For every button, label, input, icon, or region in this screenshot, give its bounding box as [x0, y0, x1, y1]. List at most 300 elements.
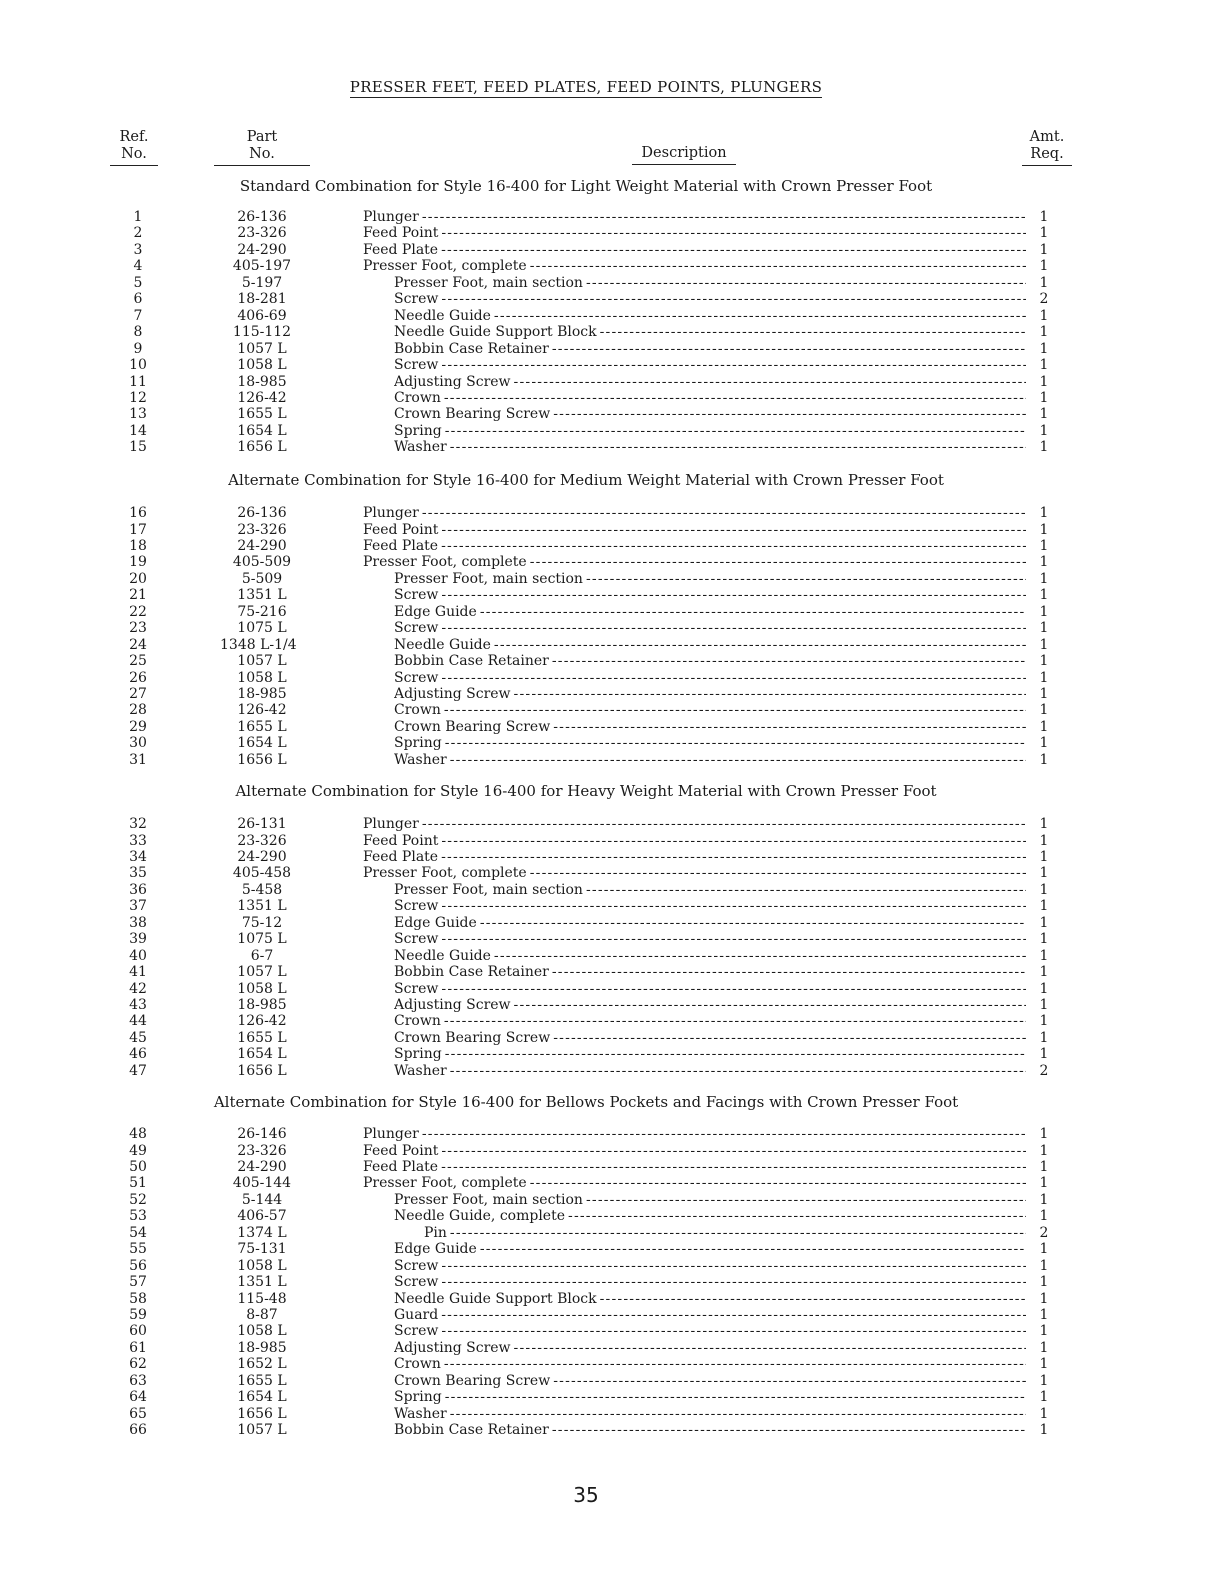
page-number: 35 — [573, 1483, 599, 1507]
part-number: 5-509 — [241, 570, 283, 587]
part-description-text: Edge Guide — [394, 603, 477, 620]
part-description-text: Pin — [424, 1224, 447, 1241]
parts-row — [0, 1406, 1225, 1422]
part-number: 24-290 — [237, 848, 287, 865]
section-title: Alternate Combination for Style 16-400 for Medium Weight Material with Crown Presser Foot — [228, 471, 944, 489]
part-description — [394, 719, 1026, 735]
part-description — [394, 1046, 1026, 1062]
part-number: 6-7 — [250, 947, 274, 964]
part-description-text: Screw — [394, 587, 439, 604]
part-description — [394, 1030, 1026, 1046]
part-description-text: Crown Bearing Screw — [394, 1029, 551, 1046]
part-description-text: Crown Bearing Screw — [394, 1372, 551, 1389]
parts-row — [0, 1389, 1225, 1405]
part-description — [363, 209, 1026, 225]
parts-row — [0, 390, 1225, 406]
part-number: 405-458 — [232, 865, 292, 882]
ref-number: 13 — [129, 406, 147, 423]
amount-required: 1 — [1039, 324, 1049, 341]
ref-number: 65 — [129, 1405, 147, 1422]
header-part-line1: Part — [246, 129, 278, 145]
part-description-text: Screw — [394, 669, 439, 686]
part-description-text: Needle Guide — [394, 947, 491, 964]
amount-required: 1 — [1039, 521, 1049, 538]
parts-row — [0, 571, 1225, 587]
part-number: 406-69 — [237, 307, 287, 324]
part-description — [363, 1143, 1026, 1159]
ref-number: 64 — [129, 1389, 147, 1406]
section-title: Alternate Combination for Style 16-400 for Bellows Pockets and Facings with Crown Presser Foot — [213, 1093, 959, 1111]
amount-required: 1 — [1039, 702, 1049, 719]
dot-leader — [552, 341, 1026, 357]
part-description-text: Bobbin Case Retainer — [394, 1422, 549, 1439]
amount-required: 1 — [1039, 931, 1049, 948]
part-description-text: Plunger — [363, 209, 419, 225]
part-number: 24-290 — [237, 537, 287, 554]
part-number: 405-197 — [232, 258, 292, 275]
dot-leader — [441, 620, 1026, 636]
amount-required: 1 — [1039, 1356, 1049, 1373]
amount-required: 1 — [1039, 1029, 1049, 1046]
amount-required: 1 — [1039, 357, 1049, 373]
amount-required: 1 — [1039, 816, 1049, 832]
part-description-text: Spring — [394, 1046, 442, 1063]
parts-row — [0, 882, 1225, 898]
amount-required: 1 — [1039, 1274, 1049, 1290]
amount-required: 1 — [1039, 537, 1049, 554]
header-ref-line1: Ref. — [119, 129, 149, 145]
part-description-text: Bobbin Case Retainer — [394, 964, 549, 980]
dot-leader — [441, 1307, 1026, 1323]
dot-leader — [422, 816, 1026, 832]
dot-leader — [552, 1422, 1026, 1438]
parts-row — [0, 242, 1225, 258]
part-description-text: Bobbin Case Retainer — [394, 340, 549, 357]
part-description — [424, 1225, 1026, 1241]
part-description — [363, 505, 1026, 521]
ref-number: 27 — [129, 686, 147, 702]
part-description — [394, 997, 1026, 1013]
ref-number: 3 — [133, 241, 143, 258]
part-number: 1058 L — [237, 1323, 287, 1340]
part-description-text: Crown — [394, 389, 441, 406]
part-number: 26-136 — [237, 505, 287, 521]
part-description-text: Bobbin Case Retainer — [394, 653, 549, 669]
part-number: 75-131 — [237, 1241, 287, 1258]
dot-leader — [441, 538, 1026, 554]
part-number: 406-57 — [237, 1208, 287, 1225]
ref-number: 42 — [129, 980, 147, 997]
part-description-text: Presser Foot, main section — [394, 1191, 583, 1208]
amount-required: 1 — [1039, 307, 1049, 324]
part-description — [394, 735, 1026, 751]
amount-required: 1 — [1039, 997, 1049, 1013]
ref-number: 53 — [129, 1208, 147, 1225]
part-description — [394, 882, 1026, 898]
dot-leader — [444, 390, 1026, 406]
parts-row — [0, 1208, 1225, 1224]
parts-row — [0, 948, 1225, 964]
dot-leader — [494, 948, 1026, 964]
ref-number: 58 — [129, 1290, 147, 1307]
parts-row — [0, 1422, 1225, 1438]
dot-leader — [586, 571, 1026, 587]
part-number: 24-290 — [237, 241, 287, 258]
part-description — [363, 833, 1026, 849]
part-number: 1057 L — [237, 653, 287, 669]
part-description-text: Presser Foot, main section — [394, 274, 583, 291]
part-description-text: Needle Guide Support Block — [394, 324, 597, 341]
part-description — [363, 225, 1026, 241]
part-description — [394, 571, 1026, 587]
dot-leader — [553, 719, 1026, 735]
amount-required: 1 — [1039, 653, 1049, 669]
dot-leader — [445, 423, 1026, 439]
dot-leader — [552, 964, 1026, 980]
parts-row — [0, 981, 1225, 997]
amount-required: 1 — [1039, 1208, 1049, 1225]
amount-required: 1 — [1039, 570, 1049, 587]
dot-leader — [441, 225, 1026, 241]
part-number: 1351 L — [237, 587, 287, 604]
parts-row — [0, 1192, 1225, 1208]
part-number: 23-326 — [237, 521, 287, 538]
amount-required: 1 — [1039, 422, 1049, 439]
part-number: 405-144 — [232, 1175, 292, 1192]
part-description-text: Adjusting Screw — [394, 997, 511, 1013]
ref-number: 25 — [129, 653, 147, 669]
amount-required: 1 — [1039, 554, 1049, 571]
part-description-text: Screw — [394, 898, 439, 915]
part-number: 405-509 — [232, 554, 292, 571]
parts-row — [0, 275, 1225, 291]
amount-required: 1 — [1039, 980, 1049, 997]
dot-leader — [494, 308, 1026, 324]
part-number: 24-290 — [237, 1158, 287, 1175]
amount-required: 1 — [1039, 718, 1049, 735]
parts-row — [0, 915, 1225, 931]
parts-row — [0, 1225, 1225, 1241]
part-number: 1654 L — [237, 1046, 287, 1063]
ref-number: 51 — [129, 1175, 147, 1192]
amount-required: 1 — [1039, 1241, 1049, 1258]
parts-row — [0, 1307, 1225, 1323]
part-description-text: Screw — [394, 1274, 439, 1290]
amount-required: 1 — [1039, 1339, 1049, 1356]
part-number: 26-146 — [237, 1126, 287, 1142]
dot-leader — [450, 439, 1026, 455]
amount-required: 1 — [1039, 1175, 1049, 1192]
part-description-text: Feed Plate — [363, 1158, 439, 1175]
ref-number: 20 — [129, 570, 147, 587]
ref-number: 54 — [129, 1224, 147, 1241]
amount-required: 1 — [1039, 848, 1049, 865]
part-number: 1655 L — [237, 1372, 287, 1389]
ref-number: 1 — [133, 209, 143, 225]
dot-leader — [586, 275, 1026, 291]
part-number: 5-458 — [241, 881, 283, 898]
amount-required: 1 — [1039, 274, 1049, 291]
part-number: 75-216 — [237, 603, 287, 620]
dot-leader — [422, 505, 1026, 521]
part-description-text: Needle Guide — [394, 307, 491, 324]
ref-number: 61 — [129, 1339, 147, 1356]
ref-number: 6 — [133, 291, 143, 308]
ref-number: 14 — [129, 422, 147, 439]
ref-number: 44 — [129, 1013, 147, 1030]
amount-required: 1 — [1039, 1126, 1049, 1142]
amount-required: 1 — [1039, 1389, 1049, 1406]
header-description — [632, 145, 736, 165]
part-description — [394, 620, 1026, 636]
dot-leader — [600, 324, 1026, 340]
dot-leader — [450, 1406, 1026, 1422]
part-number: 1351 L — [237, 898, 287, 915]
part-number: 1057 L — [237, 964, 287, 980]
amount-required: 1 — [1039, 881, 1049, 898]
ref-number: 11 — [129, 373, 147, 390]
part-number: 1656 L — [237, 1405, 287, 1422]
part-description — [394, 1373, 1026, 1389]
amount-required: 1 — [1039, 406, 1049, 423]
part-description — [394, 1389, 1026, 1405]
amount-required: 1 — [1039, 669, 1049, 686]
parts-row — [0, 554, 1225, 570]
parts-row — [0, 1356, 1225, 1372]
part-description — [394, 1274, 1026, 1290]
part-description — [363, 1159, 1026, 1175]
ref-number: 37 — [129, 898, 147, 915]
part-description — [394, 915, 1026, 931]
parts-row — [0, 1258, 1225, 1274]
ref-number: 49 — [129, 1142, 147, 1159]
amount-required: 1 — [1039, 241, 1049, 258]
parts-row — [0, 1274, 1225, 1290]
part-description-text: Washer — [394, 751, 447, 768]
part-number: 115-112 — [232, 324, 292, 341]
ref-number: 66 — [129, 1422, 147, 1439]
part-description — [394, 686, 1026, 702]
amount-required: 1 — [1039, 439, 1049, 456]
part-description — [394, 637, 1026, 653]
dot-leader — [441, 242, 1026, 258]
ref-number: 35 — [129, 865, 147, 882]
part-description-text: Feed Plate — [363, 537, 439, 554]
part-description — [363, 1126, 1026, 1142]
part-number: 18-985 — [237, 1339, 287, 1356]
part-description — [394, 357, 1026, 373]
dot-leader — [530, 865, 1026, 881]
dot-leader — [586, 1192, 1026, 1208]
part-number: 1655 L — [237, 718, 287, 735]
part-description — [363, 865, 1026, 881]
part-description — [394, 406, 1026, 422]
part-number: 1351 L — [237, 1274, 287, 1290]
part-description — [394, 341, 1026, 357]
header-part-no — [214, 129, 310, 166]
header-amt-req — [1022, 129, 1072, 166]
part-description-text: Crown — [394, 1356, 441, 1373]
ref-number: 23 — [129, 620, 147, 637]
dot-leader — [514, 686, 1026, 702]
amount-required: 1 — [1039, 603, 1049, 620]
parts-row — [0, 258, 1225, 274]
part-description-text: Washer — [394, 1405, 447, 1422]
amount-required: 1 — [1039, 1405, 1049, 1422]
parts-row — [0, 357, 1225, 373]
dot-leader — [553, 406, 1026, 422]
parts-row — [0, 719, 1225, 735]
ref-number: 7 — [133, 307, 143, 324]
part-description-text: Screw — [394, 620, 439, 637]
part-number: 1058 L — [237, 1257, 287, 1274]
dot-leader — [552, 653, 1026, 669]
parts-row — [0, 686, 1225, 702]
part-description-text: Guard — [394, 1307, 439, 1323]
part-description-text: Screw — [394, 291, 439, 308]
dot-leader — [441, 833, 1026, 849]
header-part-line2: No. — [214, 146, 310, 166]
part-description — [394, 390, 1026, 406]
part-description-text: Adjusting Screw — [394, 373, 511, 390]
ref-number: 15 — [129, 439, 147, 456]
dot-leader — [444, 702, 1026, 718]
dot-leader — [422, 209, 1026, 225]
parts-row — [0, 587, 1225, 603]
part-number: 115-48 — [237, 1290, 287, 1307]
amount-required: 1 — [1039, 1372, 1049, 1389]
page-title-text: PRESSER FEET, FEED PLATES, FEED POINTS, PLUNGERS — [349, 78, 823, 96]
amount-required: 1 — [1039, 686, 1049, 702]
parts-row — [0, 702, 1225, 718]
parts-row — [0, 308, 1225, 324]
part-description — [394, 1192, 1026, 1208]
parts-row — [0, 735, 1225, 751]
part-description-text: Washer — [394, 439, 447, 456]
part-number: 1654 L — [237, 422, 287, 439]
parts-row — [0, 1013, 1225, 1029]
section-title: Standard Combination for Style 16-400 for Light Weight Material with Crown Presser Foot — [239, 177, 933, 195]
part-description — [394, 981, 1026, 997]
ref-number: 34 — [129, 848, 147, 865]
part-description-text: Plunger — [363, 1126, 419, 1142]
part-number: 5-197 — [241, 274, 283, 291]
ref-number: 19 — [129, 554, 147, 571]
header-ref-line2: No. — [110, 146, 158, 166]
ref-number: 43 — [129, 997, 147, 1013]
dot-leader — [422, 1126, 1026, 1142]
parts-row — [0, 1291, 1225, 1307]
part-description-text: Feed Point — [363, 832, 439, 849]
part-description-text: Spring — [394, 1389, 442, 1406]
parts-row — [0, 1323, 1225, 1339]
part-description — [394, 1307, 1026, 1323]
parts-row — [0, 1175, 1225, 1191]
dot-leader — [494, 637, 1026, 653]
dot-leader — [441, 587, 1026, 603]
part-number: 126-42 — [237, 1013, 287, 1030]
dot-leader — [586, 882, 1026, 898]
ref-number: 41 — [129, 964, 147, 980]
amount-required: 1 — [1039, 587, 1049, 604]
dot-leader — [553, 1373, 1026, 1389]
dot-leader — [480, 915, 1026, 931]
part-number: 1656 L — [237, 1062, 287, 1079]
dot-leader — [480, 604, 1026, 620]
part-number: 1057 L — [237, 1422, 287, 1439]
part-number: 126-42 — [237, 702, 287, 719]
ref-number: 29 — [129, 718, 147, 735]
amount-required: 1 — [1039, 1290, 1049, 1307]
parts-row — [0, 1126, 1225, 1142]
ref-number: 62 — [129, 1356, 147, 1373]
parts-row — [0, 604, 1225, 620]
parts-row — [0, 1143, 1225, 1159]
amount-required: 1 — [1039, 1422, 1049, 1439]
header-description-label: Description — [632, 145, 736, 165]
part-description — [363, 849, 1026, 865]
dot-leader — [445, 1046, 1026, 1062]
amount-required: 1 — [1039, 898, 1049, 915]
ref-number: 8 — [133, 324, 143, 341]
part-number: 1075 L — [237, 620, 287, 637]
parts-row — [0, 833, 1225, 849]
ref-number: 60 — [129, 1323, 147, 1340]
part-number: 75-12 — [241, 914, 283, 931]
parts-row — [0, 505, 1225, 521]
part-description — [363, 554, 1026, 570]
dot-leader — [441, 670, 1026, 686]
part-description — [394, 1208, 1026, 1224]
amount-required: 1 — [1039, 389, 1049, 406]
part-number: 1348 L-1/4 — [220, 636, 297, 653]
dot-leader — [441, 1143, 1026, 1159]
ref-number: 63 — [129, 1372, 147, 1389]
amount-required: 1 — [1039, 258, 1049, 275]
part-description — [363, 522, 1026, 538]
amount-required: 1 — [1039, 1142, 1049, 1159]
parts-row — [0, 620, 1225, 636]
part-description-text: Edge Guide — [394, 914, 477, 931]
part-number: 1058 L — [237, 357, 287, 373]
parts-row — [0, 439, 1225, 455]
part-description — [394, 1241, 1026, 1257]
ref-number: 18 — [129, 537, 147, 554]
part-number: 18-985 — [237, 373, 287, 390]
dot-leader — [514, 1340, 1026, 1356]
ref-number: 40 — [129, 947, 147, 964]
part-number: 1057 L — [237, 340, 287, 357]
part-description-text: Presser Foot, complete — [363, 554, 527, 571]
dot-leader — [450, 752, 1026, 768]
part-description — [394, 604, 1026, 620]
parts-row — [0, 653, 1225, 669]
part-description-text: Spring — [394, 422, 442, 439]
part-description — [394, 1340, 1026, 1356]
part-description — [394, 1063, 1026, 1079]
ref-number: 38 — [129, 914, 147, 931]
parts-row — [0, 522, 1225, 538]
part-description-text: Presser Foot, complete — [363, 865, 527, 882]
dot-leader — [600, 1291, 1026, 1307]
parts-row — [0, 931, 1225, 947]
dot-leader — [441, 291, 1026, 307]
part-description — [363, 1175, 1026, 1191]
parts-row — [0, 997, 1225, 1013]
parts-row — [0, 406, 1225, 422]
parts-row — [0, 1063, 1225, 1079]
amount-required: 1 — [1039, 964, 1049, 980]
